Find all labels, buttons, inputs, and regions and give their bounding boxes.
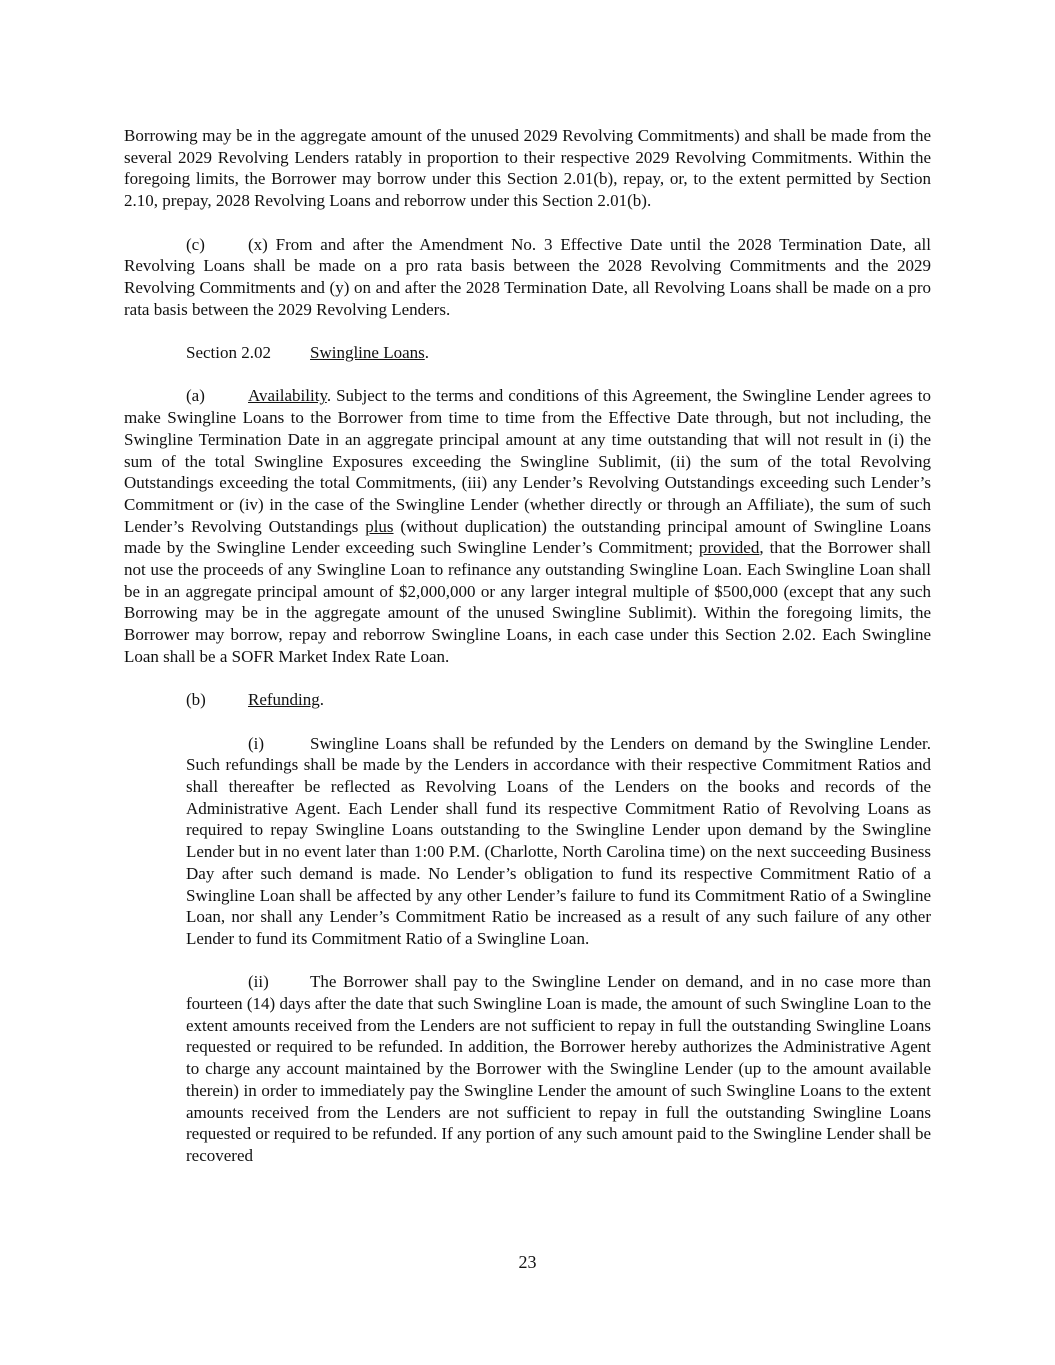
clause-title-refunding-period: . xyxy=(319,690,325,710)
document-page xyxy=(124,125,931,1188)
section-title-period: . xyxy=(424,343,429,362)
clause-text-ii: The Borrower shall pay to the Swingline Lender on demand, and in no case more than fourteen (14) days after the date that such Swingline Loan is made, the amount of such Swingline Loan to the extent amounts received from the Lenders are not sufficient to repay in full the outstanding Swingline Loans requested or required to be refunded. In addition, the Borrower hereby authorizes the Administrative Agent to charge any account maintained by the Borrower with the Swingline Lender (up to the amount available therein) in order to immediately pay the Swingline Lender the amount of such Swingline Loans to the extent amounts received from the Lenders are not sufficient to repay in full the outstanding Swingline Loans requested or required to be refunded. If any portion of any such amount paid to the Swingline Lender shall be recovered xyxy=(186,972,931,1165)
section-title: Swingline Loans xyxy=(310,343,425,362)
paragraph-c xyxy=(124,234,931,321)
paragraph-b-i xyxy=(186,733,931,950)
clause-label-a: (a) xyxy=(186,386,205,406)
clause-text-i: Swingline Loans shall be refunded by the Lenders on demand by the Swingline Lender. Such refundings shall be made by the Lenders in accordance with their respective Commitment Ratios and shall thereafter be reflected as Revolving Loans of the Lenders on the books and records of the Administrative Agent. Each Lender shall fund its respective Commitment Ratio of Revolving Loans as required to repay Swingline Loans outstanding to the Swingline Lender upon demand by the Swingline Lender but in no event later than 1:00 P.M. (Charlotte, North Carolina time) on the next succeeding Business Day after such demand is made. No Lender’s obligation to fund its respective Commitment Ratio of a Swingline Loan shall be affected by any other Lender’s failure to fund its Commitment Ratio of a Swingline Loan, nor shall any Lender’s Commitment Ratio be increased as a result of any such failure of any other Lender to fund its Commitment Ratio of a Swingline Loan. xyxy=(186,733,931,948)
paragraph-continuation: Borrowing may be in the aggregate amount of the unused 2029 Revolving Commitments) and shall be made from the several 2029 Revolving Lenders ratably in proportion to their respective 2029 Revolving Commitments. Within the foregoing limits, the Borrower may borrow under this Section 2.01(b), repay, or, to the extent permitted by Section 2.10, prepay, 2028 Revolving Loans and reborrow under this Section 2.01(b). xyxy=(124,126,931,211)
clause-title-availability: Availability xyxy=(248,386,327,406)
clause-label-i: (i) xyxy=(248,733,265,753)
paragraph-b-heading xyxy=(186,689,931,711)
clause-label-b: (b) xyxy=(186,690,206,710)
paragraph-a xyxy=(124,385,931,667)
section-heading xyxy=(186,342,931,364)
clause-text-a-1: . Subject to the terms and conditions of this Agreement, the Swingline Lender agrees to make Swingline Loans to the Borrower from time to time from the Effective Date through, but not including, the Swingline Termination Date in an aggregate principal amount at any time outstanding that will not result in (i) the sum of the total Swingline Exposures exceeding the Swingline Sublimit, (ii) the sum of the total Revolving Outstandings exceeding the total Commitments, (iii) any Lender’s Revolving Outstandings exceeding such Lender’s Commitment or (iv) in the case of the Swingline Lender (whether directly or through an Affiliate), the sum of such Lender’s Revolving Outstandings xyxy=(124,386,931,536)
clause-text-a-2: (without duplication) the outstanding principal amount of Swingline Loans made by the Swingline Lender exceeding such Swingline Lender’s Commitment; xyxy=(124,516,931,558)
clause-text-c: (x) From and after the Amendment No. 3 Effective Date until the 2028 Termination Date, all Revolving Loans shall be made on a pro rata basis between the 2028 Revolving Commitments and the 2029 Revolving Commitments and (y) on and after the 2028 Termination Date, all Revolving Loans shall be made on a pro rata basis between the 2029 Revolving Lenders. xyxy=(124,234,931,319)
clause-title-refunding: Refunding xyxy=(248,690,320,710)
page-number: 23 xyxy=(518,1252,537,1272)
clause-label-ii: (ii) xyxy=(248,972,269,992)
term-provided: provided xyxy=(698,538,760,558)
clause-label-c: (c) xyxy=(186,234,205,254)
section-number: Section 2.02 xyxy=(186,343,271,362)
term-plus: plus xyxy=(365,516,394,536)
clause-text-a-3: , that the Borrower shall not use the proceeds of any Swingline Loan to refinance any outstanding Swingline Loan. Each Swingline Loan shall be in an aggregate principal amount of $2,000,000 or any larger integral multiple of $500,000 (except that any such Borrowing may be in the aggregate amount of the unused Swingline Sublimit). Within the foregoing limits, the Borrower may borrow, repay and reborrow Swingline Loans, in each case under this Section 2.02. Each Swingline Loan shall be a SOFR Market Index Rate Loan. xyxy=(124,538,931,666)
paragraph-b-ii xyxy=(186,971,931,1166)
